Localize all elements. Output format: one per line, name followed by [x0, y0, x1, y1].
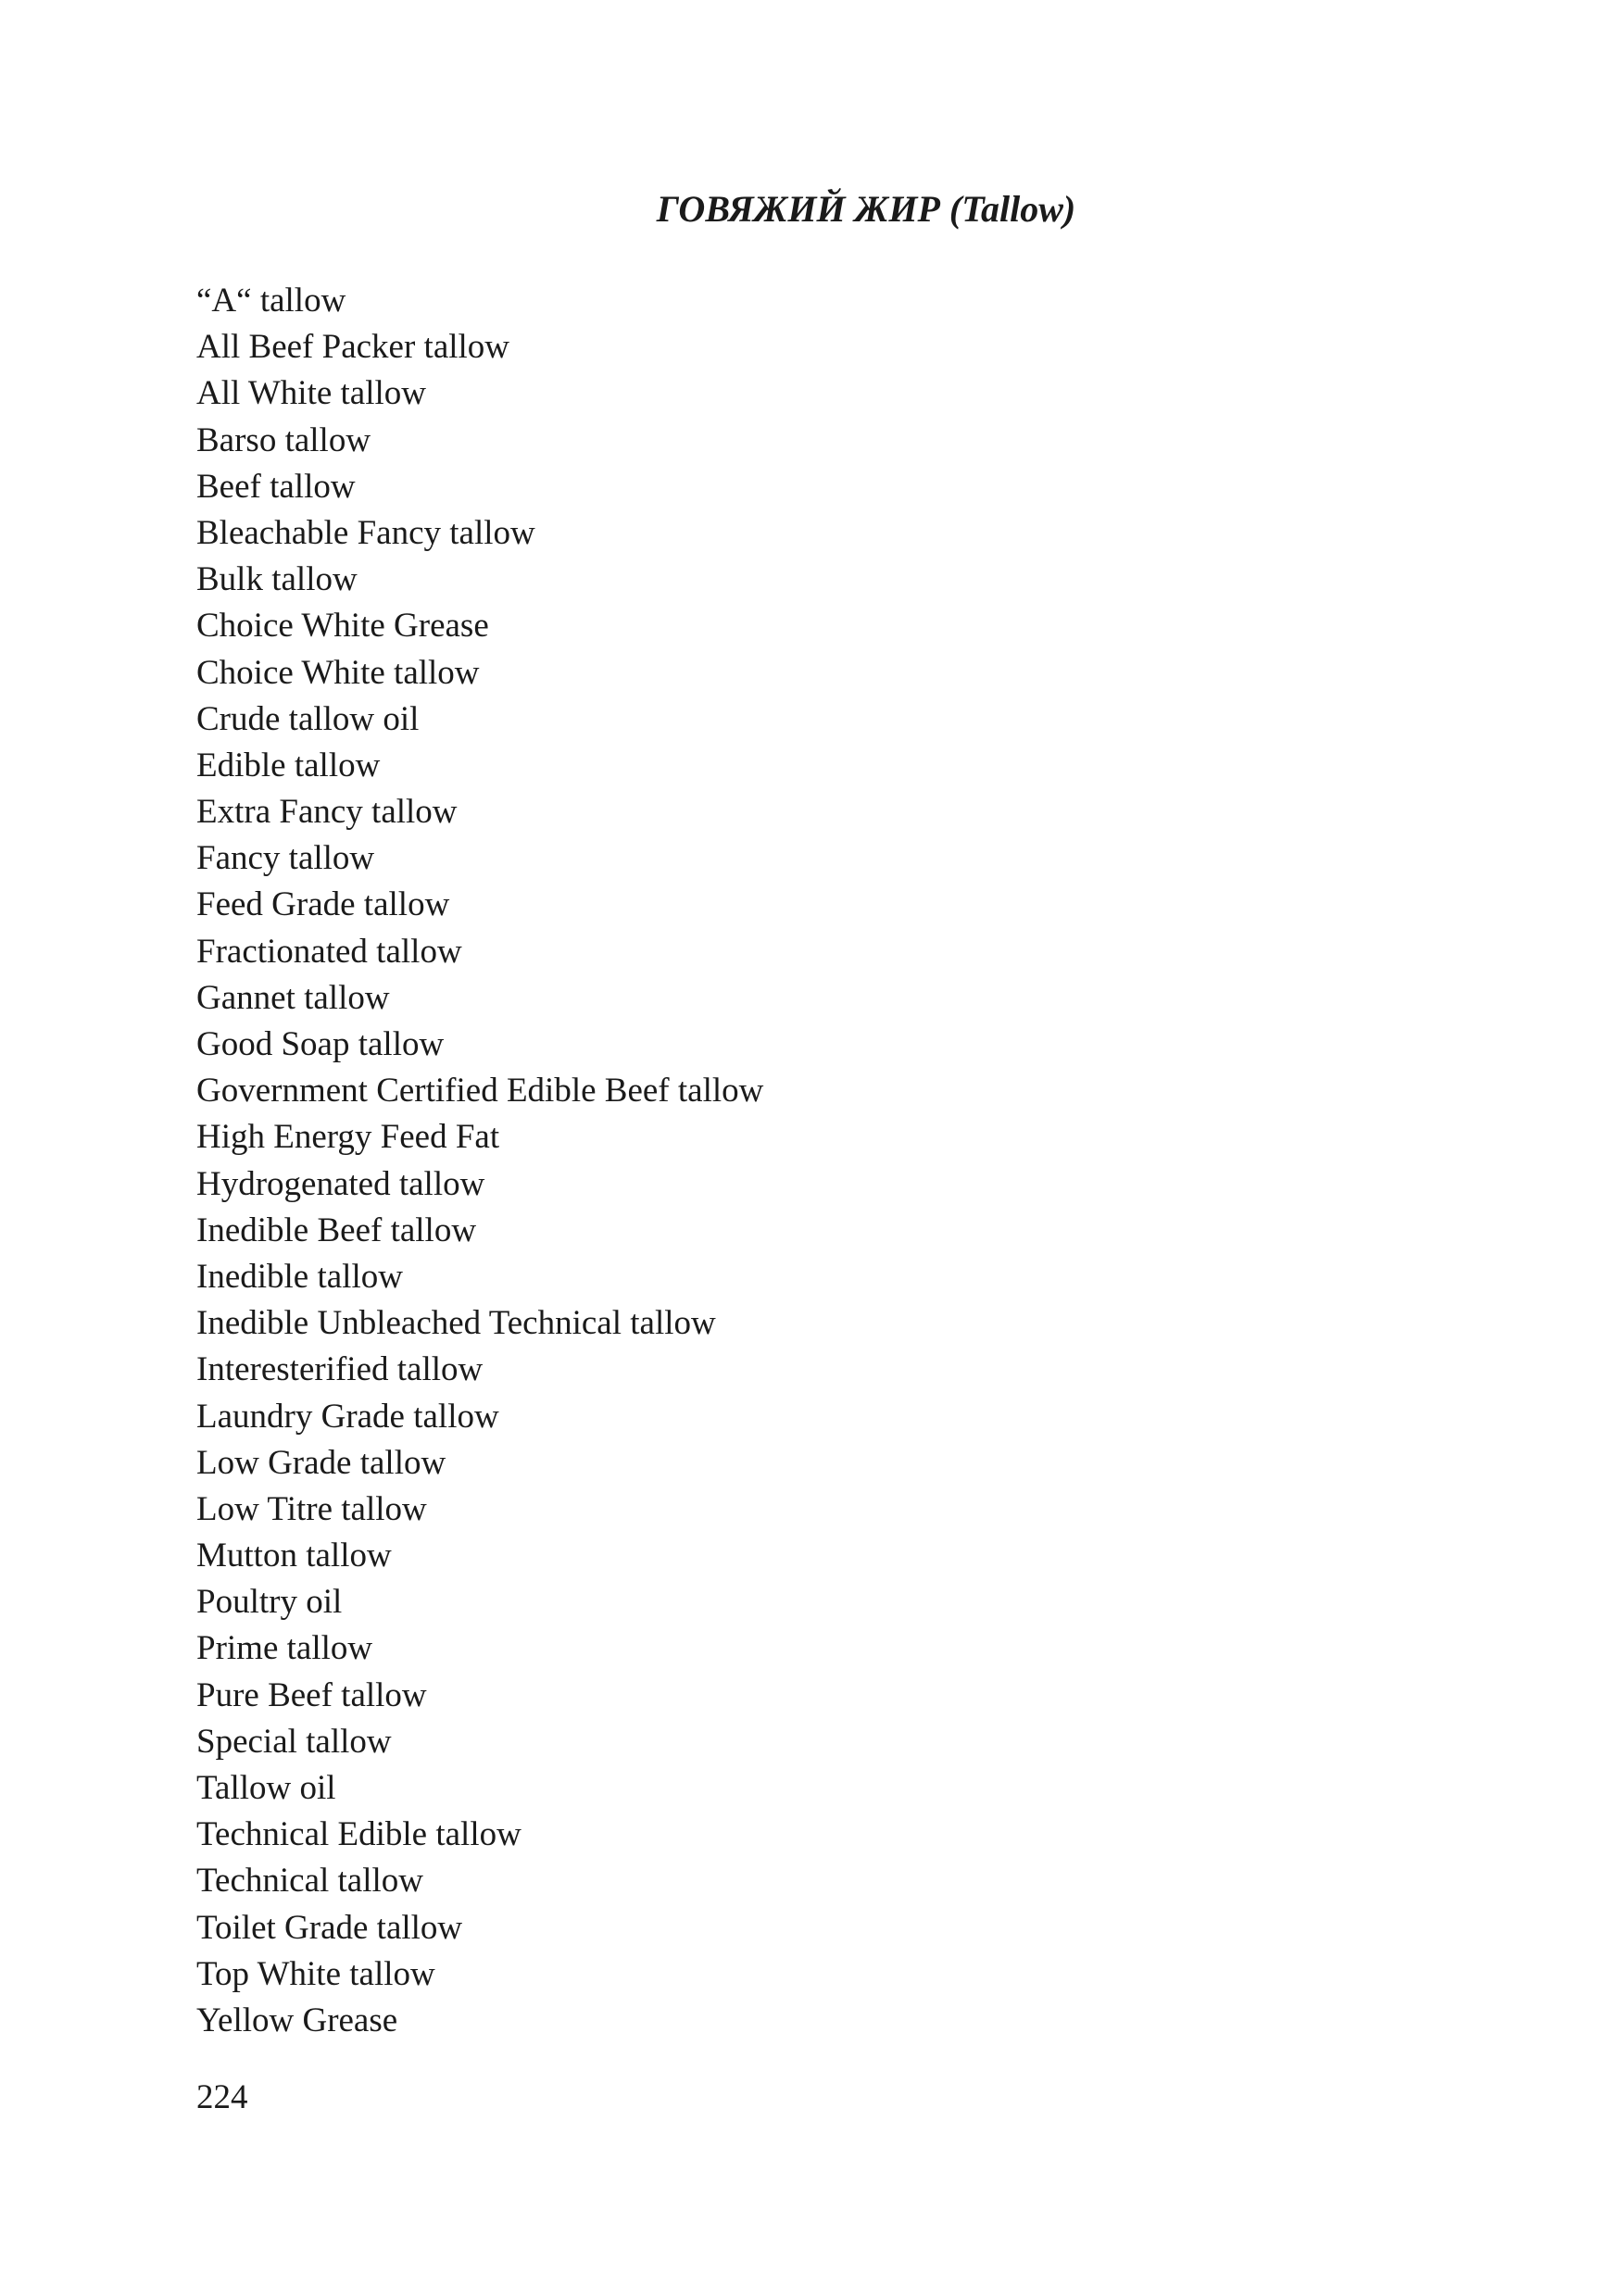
term-item: Inedible tallow	[196, 1257, 403, 1296]
term-list	[196, 278, 763, 2044]
term-item: Crude tallow oil	[196, 699, 420, 738]
term-item: Technical tallow	[196, 1862, 423, 1901]
term-item: Barso tallow	[196, 420, 371, 459]
term-item: Bulk tallow	[196, 560, 358, 599]
term-item: Government Certified Edible Beef tallow	[196, 1072, 764, 1110]
term-item: Edible tallow	[196, 746, 381, 784]
term-item: Low Grade tallow	[196, 1443, 446, 1482]
term-item: Tallow oil	[196, 1769, 336, 1807]
term-item: Feed Grade tallow	[196, 885, 450, 924]
term-item: Prime tallow	[196, 1629, 373, 1668]
term-item: Fancy tallow	[196, 839, 375, 878]
term-item: All White tallow	[196, 374, 426, 413]
term-item: Choice White Grease	[196, 607, 489, 646]
term-item: Toilet Grade tallow	[196, 1908, 463, 1947]
term-item: Low Titre tallow	[196, 1489, 427, 1528]
term-item: Poultry oil	[196, 1583, 343, 1622]
term-item: High Energy Feed Fat	[196, 1118, 500, 1157]
page-title: ГОВЯЖИЙ ЖИР (Tallow)	[656, 188, 1076, 230]
term-item: Mutton tallow	[196, 1537, 392, 1575]
term-item: Pure Beef tallow	[196, 1675, 427, 1714]
term-item: All Beef Packer tallow	[196, 328, 510, 367]
page-number: 224	[196, 2078, 248, 2116]
term-item: Gannet tallow	[196, 978, 390, 1017]
term-item: Top White tallow	[196, 1954, 435, 1993]
term-item: Choice White tallow	[196, 653, 480, 692]
term-item: Beef tallow	[196, 467, 356, 506]
term-item: Hydrogenated tallow	[196, 1164, 485, 1203]
term-item: “A“ tallow	[196, 282, 346, 320]
term-item: Laundry Grade tallow	[196, 1397, 499, 1436]
term-item: Bleachable Fancy tallow	[196, 513, 535, 552]
term-item: Fractionated tallow	[196, 932, 462, 971]
term-item: Interesterified tallow	[196, 1350, 484, 1389]
term-item: Technical Edible tallow	[196, 1815, 521, 1854]
term-item: Special tallow	[196, 1722, 392, 1761]
term-item: Yellow Grease	[196, 2001, 398, 2039]
term-item: Inedible Unbleached Technical tallow	[196, 1304, 716, 1343]
term-item: Good Soap tallow	[196, 1025, 445, 1063]
term-item: Inedible Beef tallow	[196, 1211, 477, 1249]
term-item: Extra Fancy tallow	[196, 793, 458, 832]
